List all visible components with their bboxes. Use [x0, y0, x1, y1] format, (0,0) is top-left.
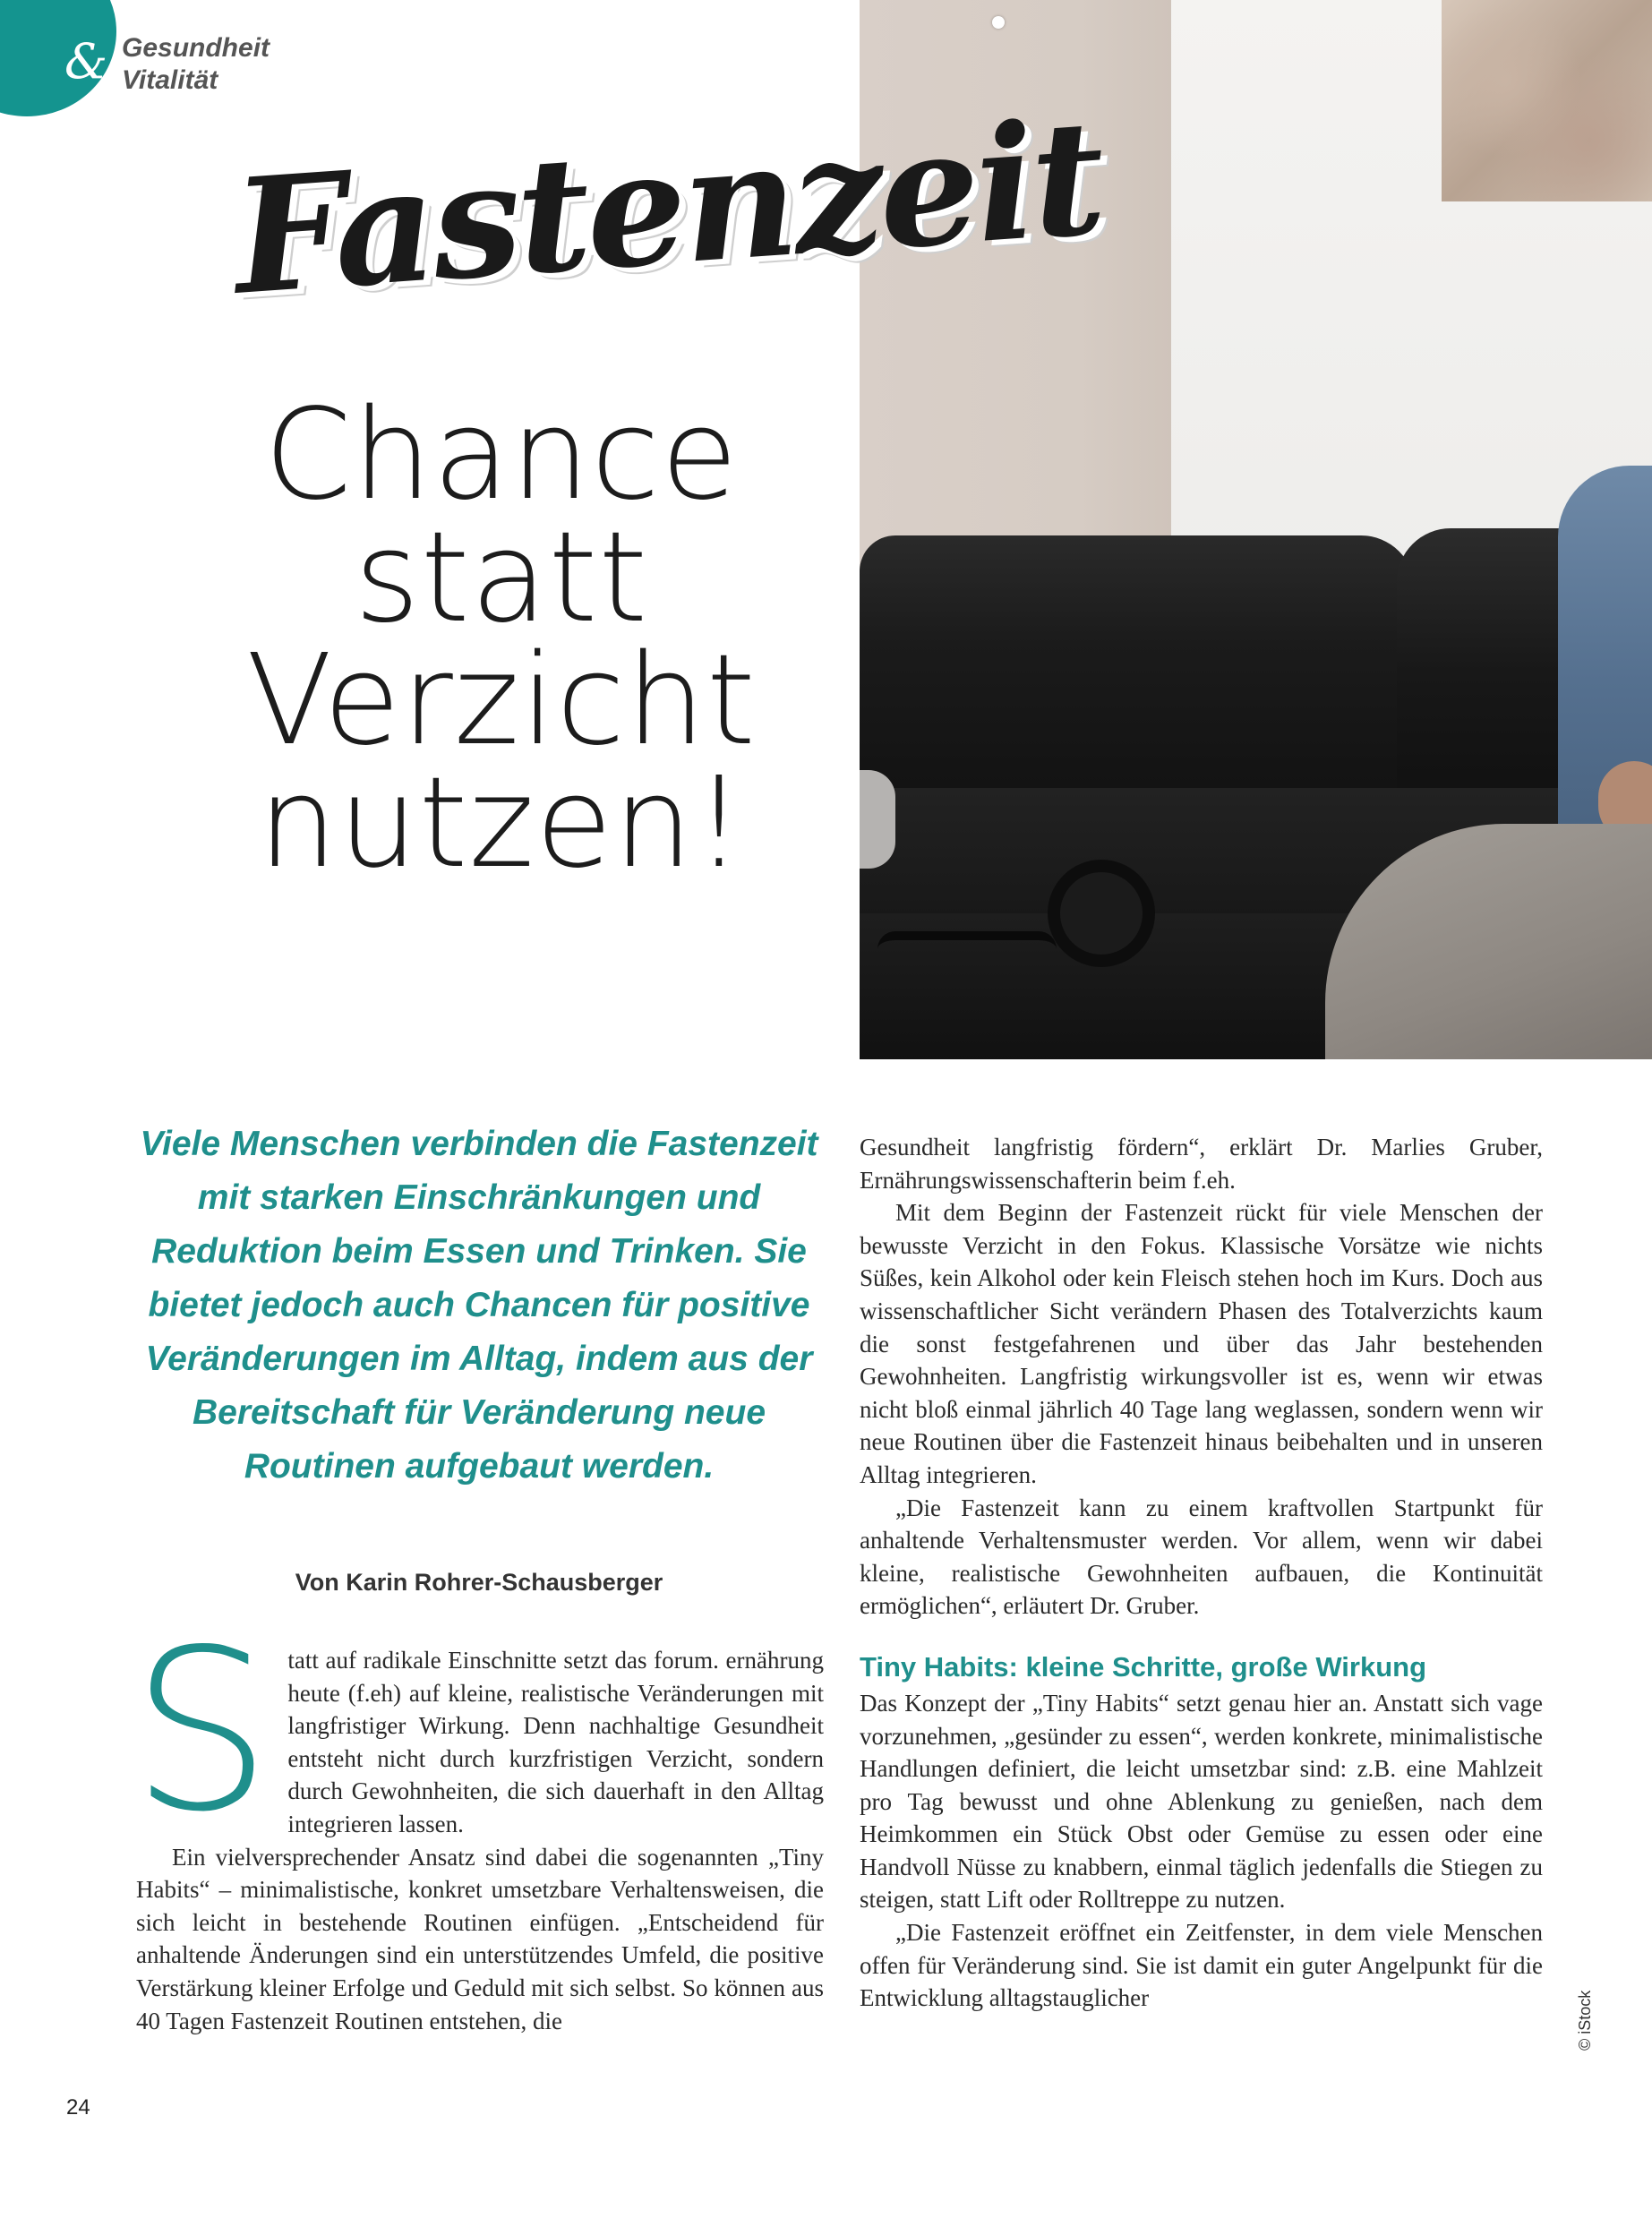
body-paragraph: „Die Fastenzeit kann zu einem kraftvollen Startpunkt für anhaltende Verhaltensmuster werden. Vor allem, wenn wir dabei kleine, realistische Gewohnheiten aufbauen, die Kontinuität ermöglichen“, erläutert Dr. Gruber.: [860, 1494, 1543, 1620]
photo-pillar: [860, 0, 1171, 573]
body-paragraph: „Die Fastenzeit eröffnet ein Zeitfenster, in dem viele Menschen offen für Veränderung sind. Sie ist damit ein guter Angelpunkt für die Entwicklung alltagstauglicher: [860, 1919, 1543, 2012]
body-paragraph-text: tatt auf radikale Einschnitte setzt das forum. ernährung heute (f.eh) auf kleine, realistische Veränderungen mit langfristiger Wirkung. Denn nachhaltige Gesundheit entsteht nicht durch kurzfristigen Verzicht, sondern durch Gewohnheiten, die sich dauerhaft in den Alltag integrieren lassen.: [287, 1647, 824, 1837]
headline-line: Verzicht: [246, 628, 757, 774]
drop-cap: S: [131, 1603, 272, 1861]
script-title: Fastenzeit: [227, 84, 1108, 330]
photo-credit: © iStock: [1576, 1990, 1594, 2051]
photo-headphones-band: [877, 931, 1057, 976]
body-paragraph: [131, 1603, 824, 1861]
ampersand-icon: &: [64, 33, 108, 90]
body-paragraph: Das Konzept der „Tiny Habits“ setzt genau hier an. Anstatt sich vage vorzunehmen, „gesünder zu essen“, werden konkrete, minimalistische Handlungen definiert, die leicht umsetzbar sind: z.B. eine Mahlzeit pro Tag bewusst und ohne Ablenkung zu genießen, nach dem Heimkommen ein Stück Obst oder Gemüse zu essen oder eine Handvoll Nüsse zu knabbern, einmal täglich jedenfalls die Stiegen zu steigen, statt Lift oder Rolltreppe zu nutzen.: [860, 1689, 1543, 1914]
section-label-line2: Vitalität: [122, 65, 218, 95]
photo-sofa-back: [860, 535, 1415, 804]
lead-paragraph: Viele Menschen verbinden die Fastenzeit mit starken Einschränkungen und Reduktion beim Essen und Trinken. Sie bietet jedoch auch Chancen für positive Veränderungen im Alltag, indem aus der Bereitschaft für Veränderung neue Routinen aufgebaut werden.: [140, 1125, 818, 1486]
headphones-icon: [1048, 860, 1155, 967]
photo-wall-art: [1442, 0, 1652, 201]
body-paragraph: Ein vielversprechender Ansatz sind dabei die sogenannten „Tiny Habits“ – minimalistische, konkret umsetzbare Verhaltensweisen, die sich leicht in bestehende Routinen einfügen. „Entscheidend für anhaltende Änderungen sind ein unterstützendes Umfeld, die positive Verstärkung kleiner Erfolge und Geduld mit sich selbst. So können aus 40 Tagen Fastenzeit Routinen entstehen, die: [136, 1843, 824, 2034]
section-label: [122, 32, 270, 97]
headline-line: nutzen!: [258, 750, 745, 896]
headline: [143, 382, 860, 896]
article-column-left: [131, 1603, 824, 2037]
body-paragraph: Gesundheit langfristig fördern“, erklärt Dr. Marlies Gruber, Ernährungswissenschafterin beim f.eh.: [860, 1134, 1543, 1194]
photo-cushion: [860, 770, 895, 869]
page-number: 24: [66, 2095, 90, 2120]
headline-line: Chance: [263, 382, 740, 528]
photo-wall-pin: [992, 16, 1005, 29]
article-column-right: [860, 1131, 1543, 2015]
byline: Von Karin Rohrer-Schausberger: [295, 1569, 663, 1596]
body-paragraph: Mit dem Beginn der Fastenzeit rückt für viele Menschen der bewusste Verzicht in den Fokus. Klassische Vorsätze wie nichts Süßes, kein Alkohol oder kein Fleisch stehen hoch im Kurs. Doch aus wissenschaftlicher Sicht verändern Phasen des Totalverzichts kaum die sonst festgefahrenen und über das Jahr bestehenden Gewohnheiten. Langfristig wirkungsvoller ist es, wenn wir etwas nicht bloß einmal jährlich 40 Tage lang weglassen, sondern wenn wir neue Routinen über die Fastenzeit hinaus beibehalten und in unseren Alltag integrieren.: [860, 1199, 1543, 1488]
headline-line: statt: [354, 505, 649, 651]
article-subheading: Tiny Habits: kleine Schritte, große Wirkung: [860, 1650, 1427, 1683]
section-label-line1: Gesundheit: [122, 33, 270, 63]
